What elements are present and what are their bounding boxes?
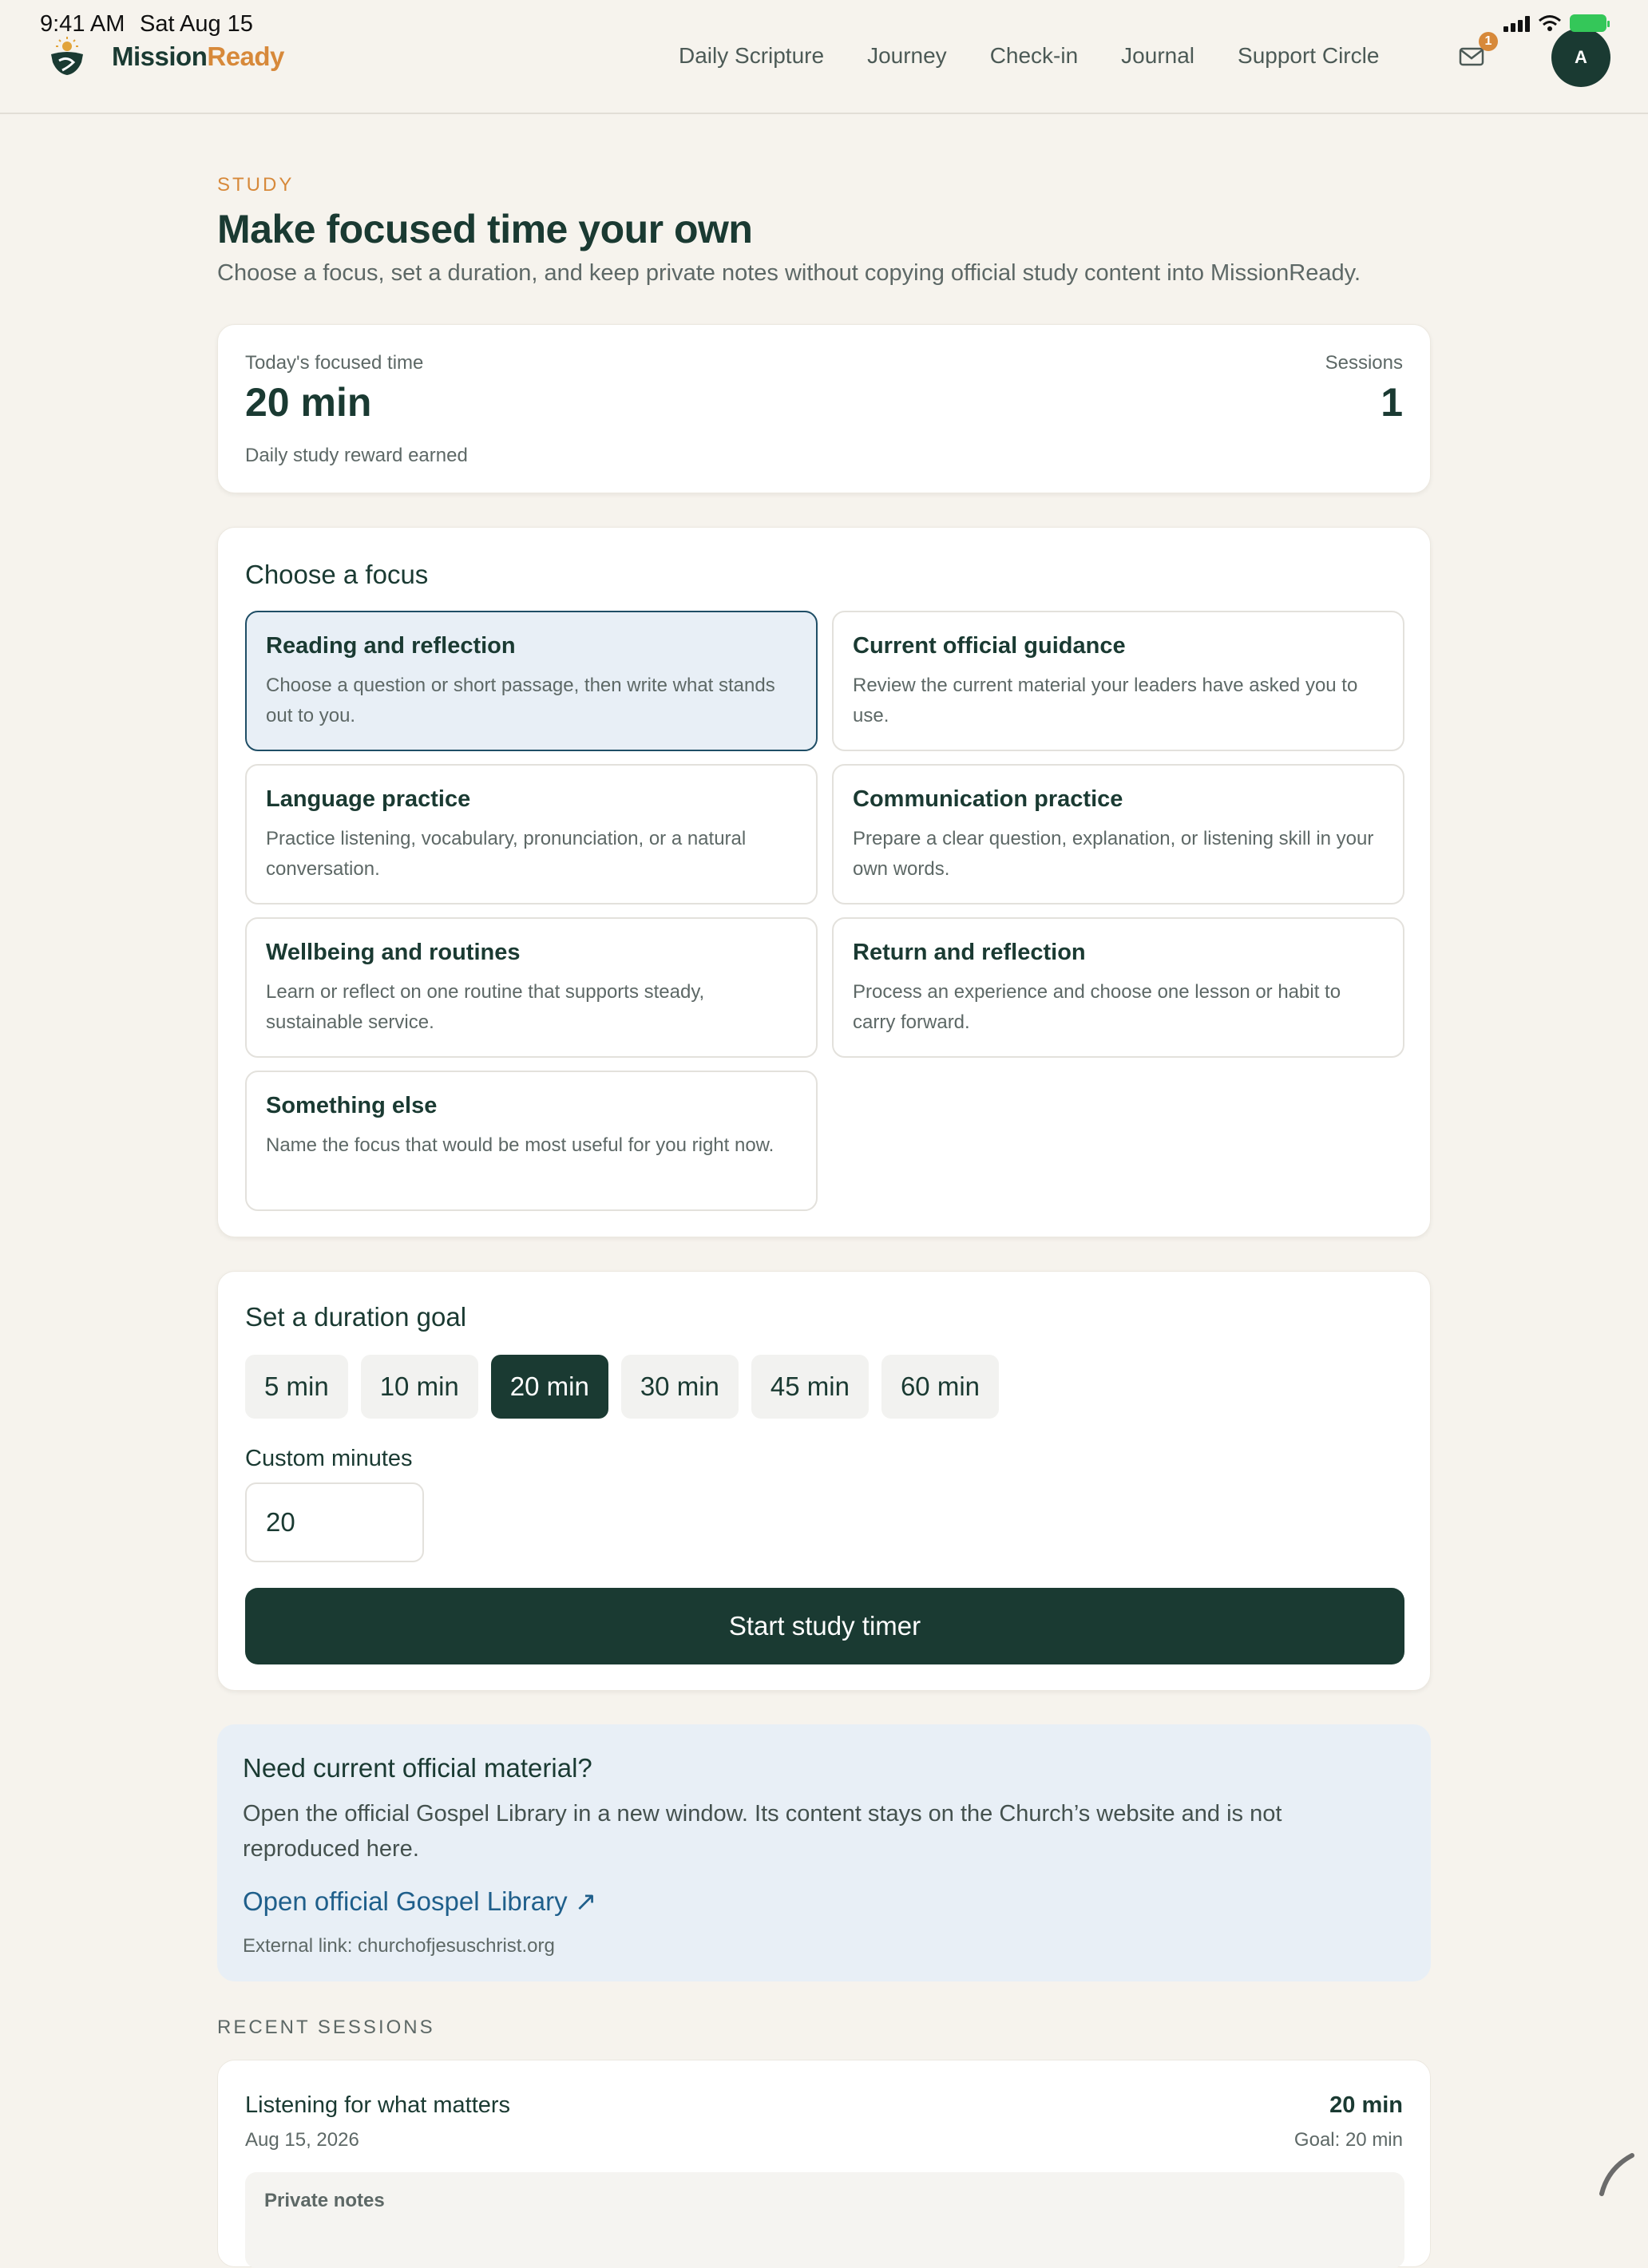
focused-time-value: 20 min [245,380,372,425]
external-link-note: External link: churchofjesuschrist.org [243,1935,555,1957]
session-goal: Goal: 20 min [1293,2129,1403,2151]
session-title: Listening for what matters [245,2092,511,2118]
reward-note: Daily study reward earned [245,445,468,466]
duration-5-button[interactable]: 5 min [245,1355,348,1419]
sessions-label: Sessions [1325,352,1403,374]
duration-title: Set a duration goal [245,1302,467,1332]
duration-card [217,1271,1431,1691]
focus-option-wellbeing[interactable]: Wellbeing and routines Learn or reflect on one routine that supports steady, sustainable service. [245,917,818,1058]
official-material-panel [217,1724,1431,1981]
private-notes-label: Private notes [264,2190,385,2211]
page-subtitle: Choose a focus, set a duration, and keep private notes without copying official study content into MissionReady. [217,260,1361,286]
custom-minutes-input[interactable] [245,1482,424,1562]
focus-title: Choose a focus [245,560,429,589]
private-notes-box [245,2172,1404,2268]
start-study-timer-button[interactable]: Start study timer [245,1588,1404,1664]
focused-time-card [217,324,1431,493]
cellular-signal-icon [1503,14,1530,32]
focus-option-return[interactable]: Return and reflection Process an experience and choose one lesson or habit to carry forward. [832,917,1404,1058]
nav-check-in[interactable]: Check-in [989,43,1079,68]
wifi-icon [1538,14,1562,32]
duration-20-button[interactable]: 20 min [491,1355,608,1419]
session-card[interactable] [217,2060,1431,2267]
custom-minutes-label: Custom minutes [245,1446,413,1471]
nav-support-circle[interactable]: Support Circle [1238,43,1380,68]
duration-options [245,1355,999,1419]
duration-10-button[interactable]: 10 min [361,1355,478,1419]
focus-option-communication[interactable]: Communication practice Prepare a clear question, explanation, or listening skill in your own words. [832,764,1404,904]
scroll-gesture-icon [1597,2149,1637,2197]
duration-60-button[interactable]: 60 min [881,1355,999,1419]
nav-journal[interactable]: Journal [1121,43,1195,68]
nav-daily-scripture[interactable]: Daily Scripture [679,43,825,68]
official-material-title: Need current official material? [243,1753,592,1783]
sessions-value: 1 [1381,380,1403,425]
page-title: Make focused time your own [217,207,753,251]
avatar[interactable]: A [1551,28,1610,87]
battery-charging-icon [1570,14,1606,32]
session-date: Aug 15, 2026 [245,2129,359,2151]
official-material-text: Open the official Gospel Library in a new window. Its content stays on the Church’s website and is not reproduced here. [243,1801,1282,1862]
focused-time-label: Today's focused time [245,352,424,374]
focus-option-official-guidance[interactable]: Current official guidance Review the current material your leaders have asked you to use. [832,611,1404,751]
focus-card [217,527,1431,1237]
page-eyebrow: STUDY [217,174,295,196]
status-time: 9:41 AM [40,11,125,37]
focus-option-language[interactable]: Language practice Practice listening, vocabulary, pronunciation, or a natural conversation. [245,764,818,904]
duration-45-button[interactable]: 45 min [751,1355,869,1419]
status-date: Sat Aug 15 [140,11,253,37]
session-duration: 20 min [1329,2092,1403,2118]
focus-option-reading[interactable]: Reading and reflection Choose a question or short passage, then write what stands out to you. [245,611,818,751]
nav-journey[interactable]: Journey [867,43,947,68]
status-icons [1503,14,1606,32]
status-bar [0,0,1648,48]
focus-option-something-else[interactable]: Something else Name the focus that would be most useful for you right now. [245,1071,818,1211]
gospel-library-link[interactable]: Open official Gospel Library ↗ [243,1886,597,1916]
recent-sessions-heading: RECENT SESSIONS [217,2017,435,2038]
mail-badge: 1 [1479,32,1498,51]
duration-30-button[interactable]: 30 min [621,1355,739,1419]
brand-name[interactable]: MissionReady [112,42,284,71]
